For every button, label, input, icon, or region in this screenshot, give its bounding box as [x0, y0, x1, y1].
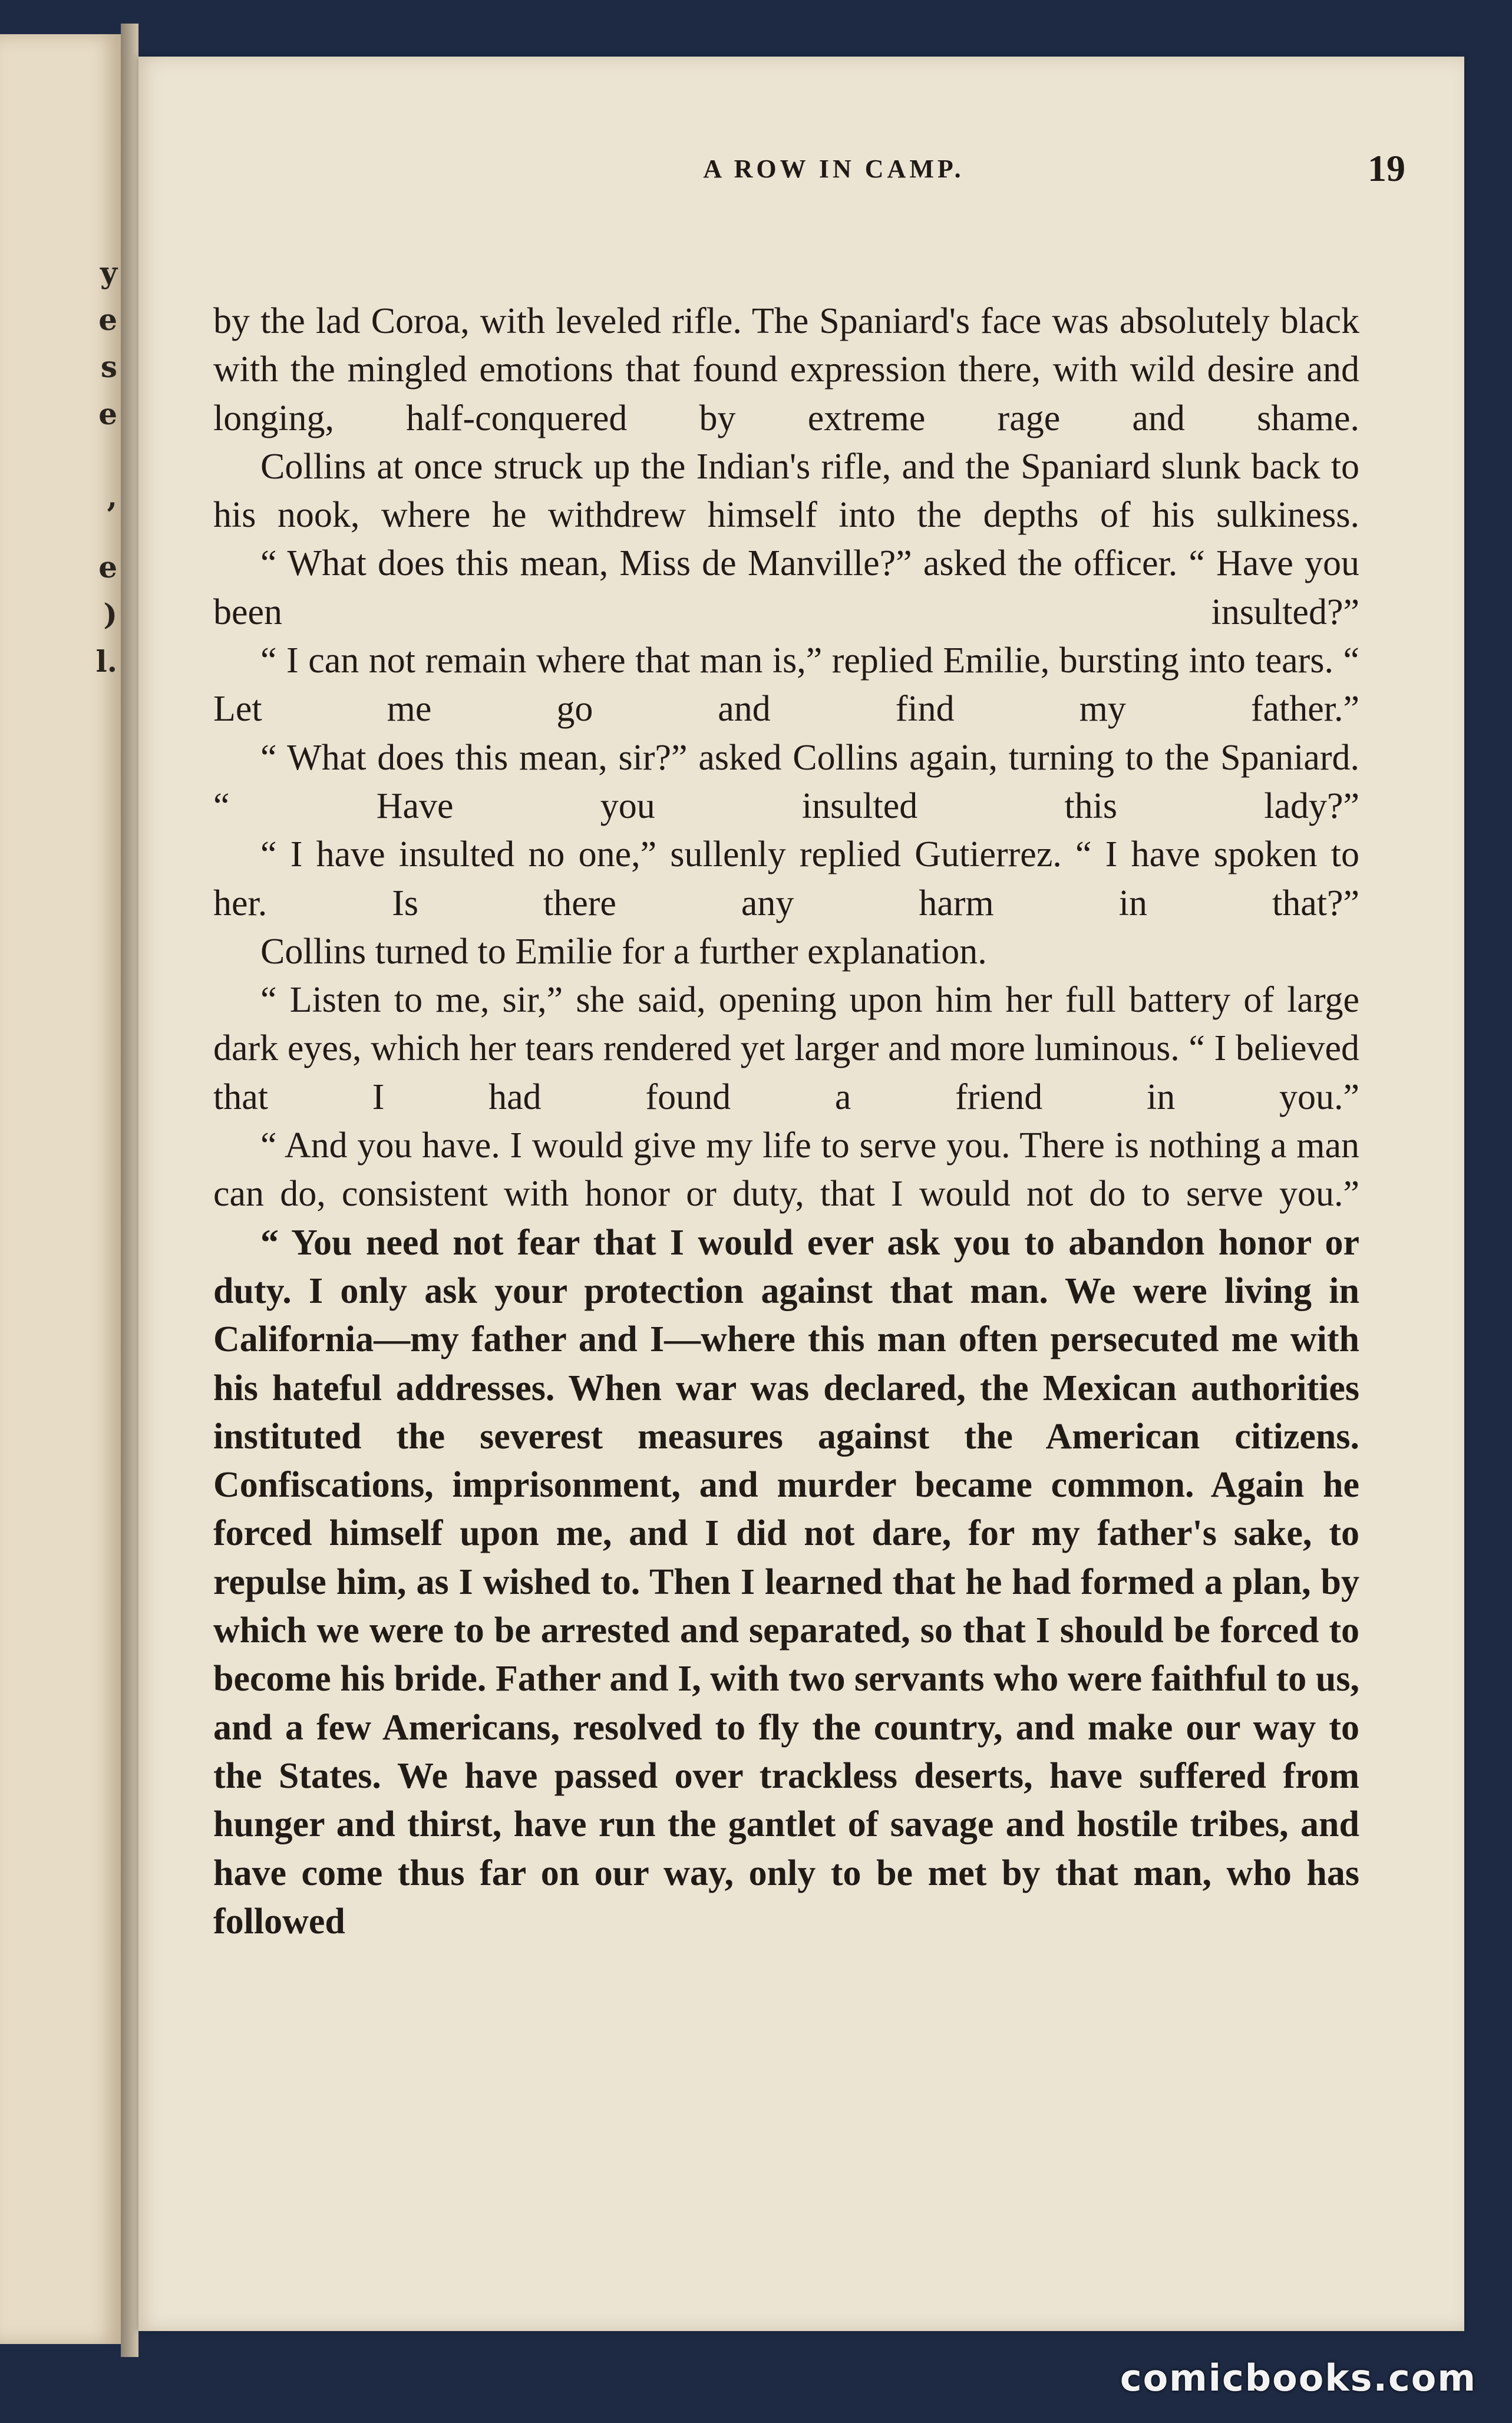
page-number: 19: [1368, 147, 1405, 189]
book-page: [138, 57, 1464, 2331]
left-page-fragment: ,: [107, 479, 117, 514]
paragraph: “ What does this mean, sir?” asked Collins again, turning to the Spaniard. “ Have you insulted this lady?”: [213, 737, 1359, 826]
left-page-fragment: s: [100, 349, 117, 384]
left-page-fragment: e: [98, 397, 117, 431]
paragraph: “ What does this mean, Miss de Manville?” asked the officer. “ Have you been insulted?”: [213, 543, 1359, 632]
paragraph: “ You need not fear that I would ever ask you to abandon honor or duty. I only ask your protection against that man. We were living in California—my father and I—where this man often persecuted me with his hateful addresses. When war was declared, the Mexican authorities instituted the severest measures against the American citizens. Confiscations, imprisonment, and murder became common. Again he forced himself upon me, and I did not dare, for my father's sake, to repulse him, as I wished to. Then I learned that he had formed a plan, by which we were to be arrested and separated, so that I should be forced to become his bride. Father and I, with two servants who were faithful to us, and a few Americans, resolved to fly the country, and make our way to the States. We have passed over trackless deserts, have suffered from hunger and thirst, have run the gantlet of savage and hostile tribes, and have come thus far on our way, only to be met by that man, who has followed: [213, 1222, 1359, 1942]
left-page-fragment: e: [98, 302, 117, 337]
paragraph: “ I have insulted no one,” sullenly replied Gutierrez. “ I have spoken to her. Is there any harm in that?”: [213, 834, 1359, 923]
left-page-fragment: l.: [95, 644, 117, 679]
paragraph: “ And you have. I would give my life to serve you. There is nothing a man can do, consistent with honor or duty, that I would not do to serve you.”: [213, 1125, 1359, 1214]
paragraph: “ Listen to me, sir,” she said, opening upon him her full battery of large dark eyes, which her tears rendered yet larger and more luminous. “ I believed that I had found a friend in you.”: [213, 980, 1359, 1117]
paragraph: by the lad Coroa, with leveled rifle. The Spaniard's face was absolutely black with the mingled emotions that found expression there, with wild desire and longing, half-conquered by extreme rage and shame.: [213, 301, 1359, 438]
running-title: A ROW IN CAMP.: [703, 154, 965, 183]
left-page-edge: [0, 34, 121, 2344]
left-page-fragment: e: [98, 550, 117, 585]
left-page-fragment: ): [103, 597, 117, 632]
body-text: [213, 297, 1359, 1946]
paragraph: “ I can not remain where that man is,” replied Emilie, bursting into tears. “ Let me go and find my father.”: [213, 641, 1359, 729]
paragraph: Collins at once struck up the Indian's rifle, and the Spaniard slunk back to his nook, where he withdrew himself into the depths of his sulkiness.: [213, 446, 1359, 536]
watermark: comicbooks.com: [1120, 2356, 1477, 2399]
book-gutter: [121, 24, 138, 2357]
running-header: [138, 147, 1464, 195]
paragraph: Collins turned to Emilie for a further explanation.: [260, 931, 987, 972]
left-page-fragment: y: [100, 255, 117, 290]
